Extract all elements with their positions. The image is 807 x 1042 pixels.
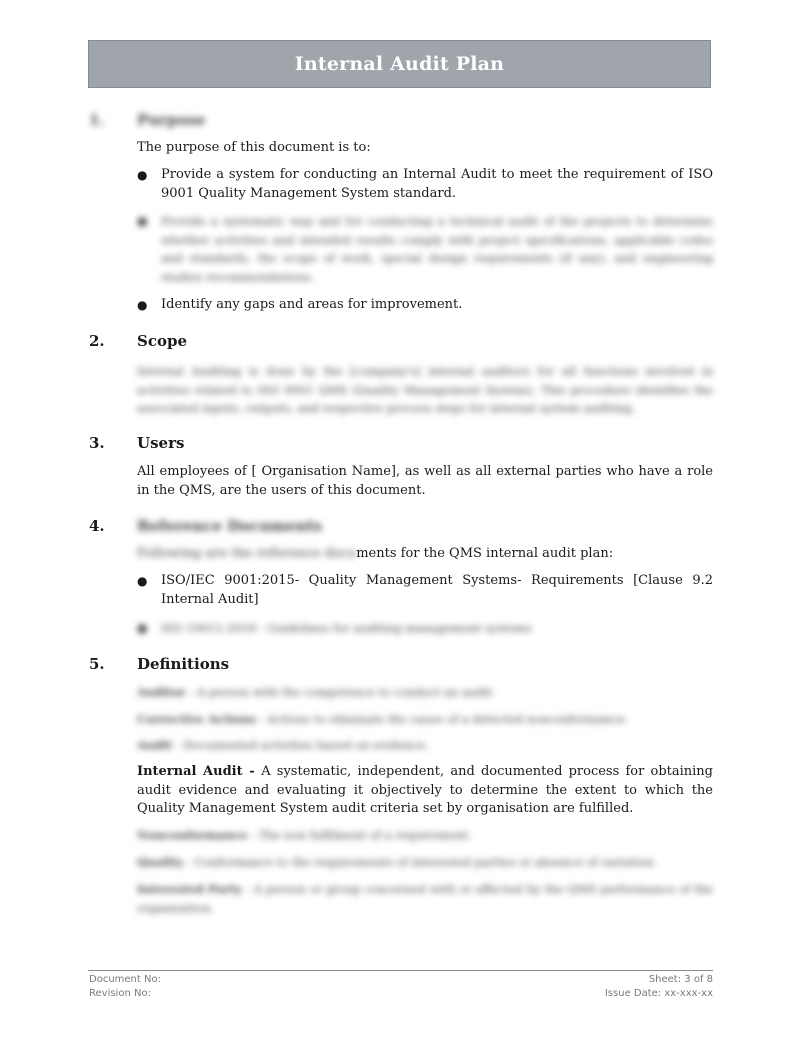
section-title: Reference Documents xyxy=(137,517,323,535)
section-3-body: All employees of [ Organisation Name], as well as all external parties who have a role in the QMS, are the users of this document. xyxy=(137,464,713,498)
definition-item xyxy=(137,853,713,872)
section-number: 3. xyxy=(89,434,105,452)
list-item-text: ISO/IEC 9001:2015- Quality Management Systems- Requirements [Clause 9.2 Internal Audit] xyxy=(161,573,713,607)
definition-item xyxy=(137,683,713,702)
list-item-text: Identify any gaps and areas for improvement. xyxy=(161,297,463,312)
definition-text: A systematic, independent, and documented process for obtaining audit evidence and evaluating it objectively to determine the extent to which the Quality Management System audit criteria set by organisation are fulfilled. xyxy=(137,764,714,816)
section-number: 4. xyxy=(89,517,105,535)
document-title: Internal Audit Plan xyxy=(294,53,505,75)
section-title: Purpose xyxy=(137,111,206,129)
definition-text: - The non fulfilment of a requirement. xyxy=(247,828,472,842)
section-title: Users xyxy=(137,434,185,452)
definition-item xyxy=(137,736,713,755)
definition-term: Interested Party xyxy=(137,882,243,896)
definition-term: Corrective Actions xyxy=(137,712,257,726)
bullet-icon: ● xyxy=(137,621,148,635)
section-2-body: Internal Auditing is done by the [company's] internal auditors for all functions involved in activities related to ISO 9001 QMS (Quality Management System). This procedure identifies the associated inputs, outputs, and respective process steps for internal system auditing. xyxy=(137,364,713,415)
definition-text: - Conformance to the requirements of interested parties or absence of variation. xyxy=(183,855,657,869)
bullet-icon: ● xyxy=(137,168,148,182)
title-bar xyxy=(88,40,711,88)
bullet-icon: ● xyxy=(137,214,148,228)
section-number: 1. xyxy=(89,111,105,129)
list-item-text: Provide a system for conducting an Internal Audit to meet the requirement of ISO 9001 Quality Management System standard. xyxy=(161,167,713,201)
definition-item xyxy=(137,763,713,819)
definition-text: - A person or group concerned with or affected by the QMS performance of the organisation. xyxy=(137,882,713,915)
section-1-intro: The purpose of this document is to: xyxy=(137,140,371,155)
section-title: Definitions xyxy=(137,655,230,673)
section-4-intro-visible: ments for the QMS internal audit plan: xyxy=(356,546,614,561)
footer-divider xyxy=(88,970,713,971)
definition-text: - Actions to eliminate the cause of a detected nonconformance. xyxy=(256,712,629,726)
footer-document-no: Document No: xyxy=(89,974,161,985)
definition-item xyxy=(137,880,713,917)
section-title: Scope xyxy=(137,332,188,350)
list-item-text: Provide a systematic way and for conducting a technical audit of the projects to determine whether activities and intended results comply with project specifications, applicable codes and standards, the scope of work, special design requirements (if any), and engineering studies recommendations. xyxy=(161,214,713,284)
footer-issue-date: Issue Date: xx-xxx-xx xyxy=(604,988,713,999)
bullet-icon: ● xyxy=(137,298,148,312)
definition-term: Audit xyxy=(137,738,173,752)
definition-term: Auditor xyxy=(137,685,186,699)
definition-term: Nonconformance xyxy=(137,828,248,842)
section-number: 5. xyxy=(89,655,105,673)
definition-term: Quality xyxy=(137,855,184,869)
section-4-intro xyxy=(137,545,713,564)
definition-text: - A person with the competence to conduct an audit. xyxy=(185,685,496,699)
bullet-icon: ● xyxy=(137,574,148,588)
footer-revision-no: Revision No: xyxy=(89,988,151,999)
list-item-text: ISO 19011:2018 - Guidelines for auditing management systems xyxy=(161,621,532,635)
definition-text: - Documented activities based on evidence. xyxy=(172,738,429,752)
footer-sheet: Sheet: 3 of 8 xyxy=(648,974,713,985)
section-4-intro-hidden: Following are the reference docu xyxy=(137,546,357,561)
definition-term: Internal Audit - xyxy=(137,764,262,779)
section-number: 2. xyxy=(89,332,105,350)
definition-item xyxy=(137,826,713,845)
definition-item xyxy=(137,710,713,729)
